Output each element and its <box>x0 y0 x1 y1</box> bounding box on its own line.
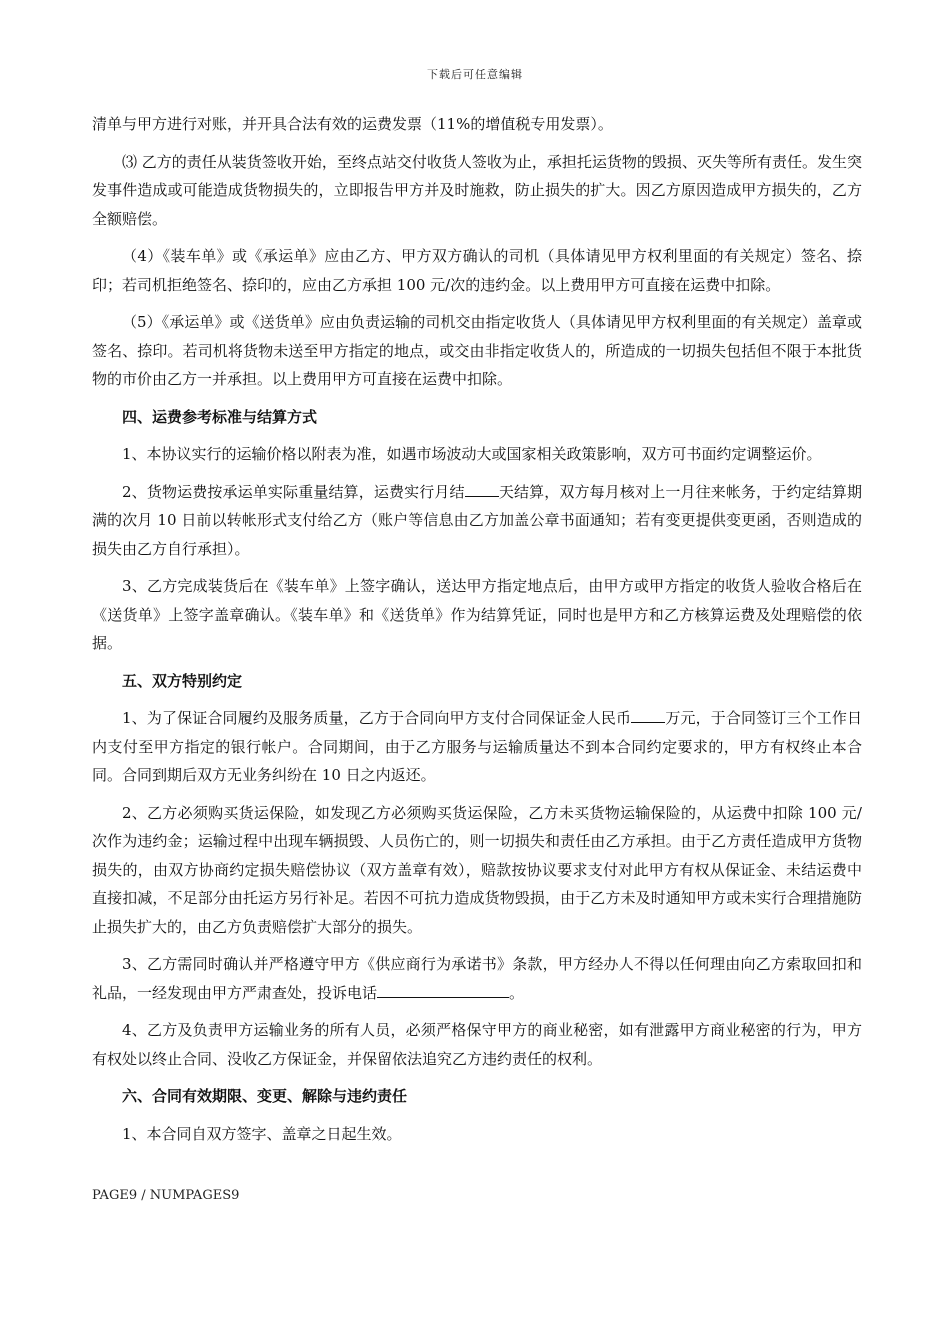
paragraph: 1、本合同自双方签字、盖章之日起生效。 <box>122 1124 402 1143</box>
document-body <box>92 110 862 1157</box>
section-heading: 六、合同有效期限、变更、解除与违约责任 <box>122 1087 408 1105</box>
paragraph: 4、乙方及负责甲方运输业务的所有人员，必须严格保守甲方的商业秘密，如有泄露甲方商业秘密的行为，甲方有权处以终止合同、没收乙方保证金，并保留依法追究乙方违约责任的权利。 <box>92 1021 862 1068</box>
section-heading: 四、运费参考标准与结算方式 <box>122 407 318 426</box>
paragraph: 1、本协议实行的运输价格以附表为准，如遇市场波动大或国家相关政策影响，双方可书面约定调整运价。 <box>122 445 822 463</box>
paragraph: 3、乙方完成装货后在《装车单》上签字确认，送达甲方指定地点后，由甲方或甲方指定的收货人验收合格后在《送货单》上签字盖章确认。《装车单》和《送货单》作为结算凭证，同时也是甲方和乙方核算运费及处理赔偿的依据。 <box>92 577 862 652</box>
paragraph: （4）《装车单》或《承运单》应由乙方、甲方双方确认的司机（具体请见甲方权利里面的有关规定）签名、捺印；若司机拒绝签名、捺印的，应由乙方承担 100 元/次的违约金。以上费用甲方可直接在运费中扣除。 <box>92 247 862 294</box>
paragraph: ⑶ 乙方的责任从装货签收开始，至终点站交付收货人签收为止，承担托运货物的毁损、灭失等所有责任。发生突发事件造成或可能造成货物损失的，立即报告甲方并及时施救，防止损失的扩大。因乙方原因造成甲方损失的，乙方全额赔偿。 <box>92 152 862 228</box>
fill-blank <box>631 705 665 723</box>
paragraph-text: 3、乙方需同时确认并严格遵守甲方《供应商行为承诺书》条款，甲方经办人不得以任何理由向乙方索取回扣和礼品，一经发现由甲方严肃查处，投诉电话 <box>92 955 862 1002</box>
page-header: 下载后可任意编辑 <box>427 68 523 81</box>
paragraph: （5）《承运单》或《送货单》应由负责运输的司机交由指定收货人（具体请见甲方权利里面的有关规定）盖章或签名、捺印。若司机将货物未送至甲方指定的地点，或交由非指定收货人的，所造成的一切损失包括但不限于本批货物的市价由乙方一并承担。以上费用甲方可直接在运费中扣除。 <box>92 313 862 388</box>
paragraph-text: 。 <box>509 983 525 1002</box>
page-footer: PAGE9 / NUMPAGES9 <box>92 1188 240 1203</box>
paragraph <box>92 704 862 790</box>
paragraph <box>92 950 862 1007</box>
section-heading: 五、双方特别约定 <box>122 671 243 690</box>
fill-blank <box>465 479 499 497</box>
fill-blank <box>377 980 509 998</box>
paragraph-text: 1、为了保证合同履约及服务质量，乙方于合同向甲方支付合同保证金人民币 <box>122 709 632 727</box>
paragraph: 2、乙方必须购买货运保险，如发现乙方必须购买货运保险，乙方未买货物运输保险的，从运费中扣除 100 元/次作为违约金；运输过程中出现车辆损毁、人员伤亡的，则一切损失和责任由乙方承担。由于乙方责任造成甲方货物损失的，由双方协商约定损失赔偿协议（双方盖章有效），赔款按协议要求支付对此甲方有权从保证金、未结运费中直接扣减，不足部分由托运方另行补足。若因不可抗力造成货物毁损，由于乙方未及时通知甲方或未实行合理措施防止损失扩大的，由乙方负责赔偿扩大部分的损失。 <box>92 803 862 936</box>
paragraph-text: 万元，于合同签订三个工作日内支付至甲方指定的银行帐户。合同期间，由于乙方服务与运输质量达不到本合同约定要求的，甲方有权终止本合同。合同到期后双方无业务纠纷在 10 日之内返还。 <box>92 709 862 784</box>
paragraph-text: 2、货物运费按承运单实际重量结算，运费实行月结 <box>122 482 465 501</box>
paragraph-text: 天结算，双方每月核对上一月往来帐务，于约定结算期满的次月 10 日前以转帐形式支付给乙方（账户等信息由乙方加盖公章书面通知；若有变更提供变更函，否则造成的损失由乙方自行承担）。 <box>92 482 862 558</box>
paragraph <box>92 478 862 564</box>
paragraph: 清单与甲方进行对账，并开具合法有效的运费发票（11%的增值税专用发票）。 <box>92 115 613 133</box>
